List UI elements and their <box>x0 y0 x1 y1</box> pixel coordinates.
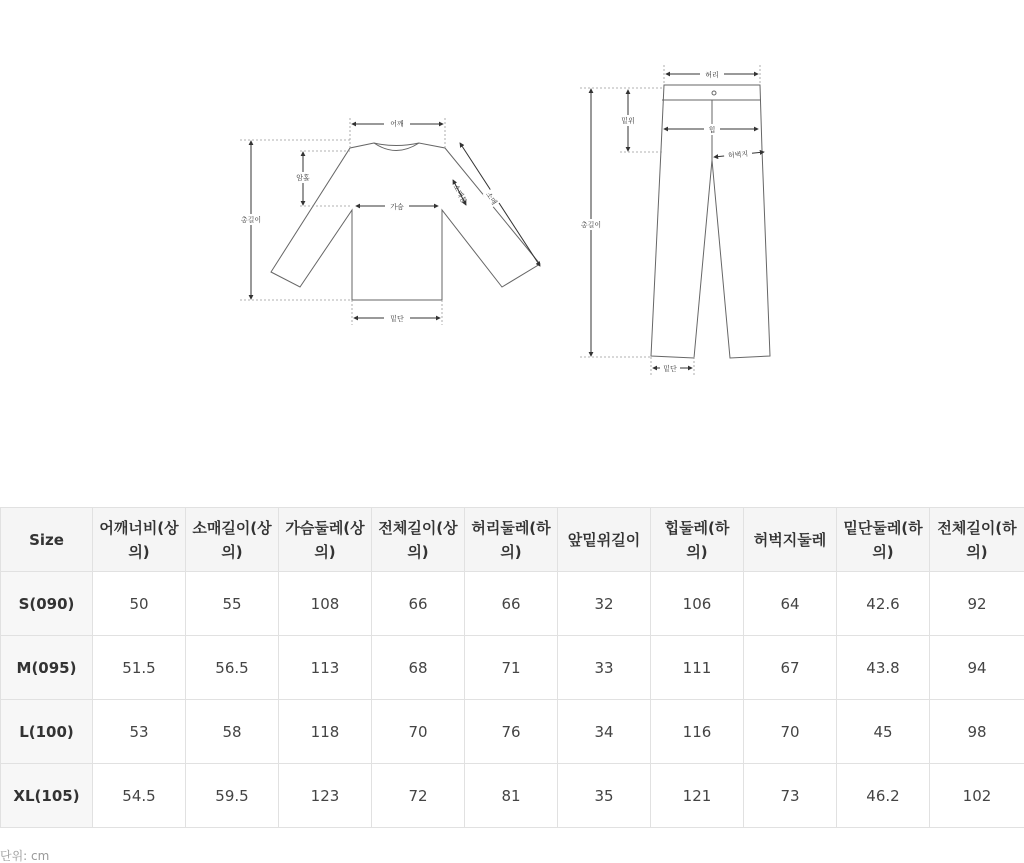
table-row <box>1 636 1024 700</box>
size-table <box>0 507 1024 828</box>
table-cell: 54.5 <box>93 764 186 828</box>
table-cell: 43.8 <box>837 636 930 700</box>
table-cell: 45 <box>837 700 930 764</box>
table-cell: 71 <box>465 636 558 700</box>
unit-note: 단위: cm <box>0 849 50 863</box>
table-cell: 123 <box>279 764 372 828</box>
size-diagram <box>0 0 1024 420</box>
table-cell: 113 <box>279 636 372 700</box>
table-cell: 73 <box>744 764 837 828</box>
table-cell: 35 <box>558 764 651 828</box>
table-header-row <box>1 508 1024 572</box>
table-cell: 51.5 <box>93 636 186 700</box>
table-cell: 33 <box>558 636 651 700</box>
table-cell: 102 <box>930 764 1024 828</box>
header-cell: 허벅지둘레 <box>744 508 837 572</box>
table-cell: 70 <box>372 700 465 764</box>
armhole-label: 암홀 <box>296 174 310 182</box>
table-cell: 66 <box>465 572 558 636</box>
header-cell: Size <box>1 508 93 572</box>
header-cell: 밑단둘레(하의) <box>837 508 930 572</box>
header-cell: 어깨너비(상의) <box>93 508 186 572</box>
table-cell: 32 <box>558 572 651 636</box>
table-cell: 42.6 <box>837 572 930 636</box>
table-cell: 92 <box>930 572 1024 636</box>
rise-label: 밑위 <box>621 117 635 125</box>
table-cell: 59.5 <box>186 764 279 828</box>
table-cell: 70 <box>744 700 837 764</box>
header-cell: 전체길이(하의) <box>930 508 1024 572</box>
bottom-hem-label: 밑단 <box>663 365 677 373</box>
table-row <box>1 764 1024 828</box>
table-cell: 56.5 <box>186 636 279 700</box>
table-cell: 58 <box>186 700 279 764</box>
table-cell: 67 <box>744 636 837 700</box>
table-cell: 50 <box>93 572 186 636</box>
table-cell: 66 <box>372 572 465 636</box>
top-garment <box>271 143 540 300</box>
shoulder-label: 어깨 <box>390 120 404 128</box>
table-cell: 98 <box>930 700 1024 764</box>
table-cell: 106 <box>651 572 744 636</box>
header-cell: 허리둘레(하의) <box>465 508 558 572</box>
chest-label: 가슴 <box>390 203 404 211</box>
table-cell: 46.2 <box>837 764 930 828</box>
table-row <box>1 572 1024 636</box>
top-total-length-label: 총길이 <box>240 216 262 224</box>
table-cell: 55 <box>186 572 279 636</box>
hip-label: 힙 <box>708 126 716 134</box>
sleeve-width-label: 소매통 <box>451 183 469 205</box>
table-cell: 94 <box>930 636 1024 700</box>
sleeve-label: 소매 <box>484 190 499 207</box>
header-cell: 힙둘레(하의) <box>651 508 744 572</box>
table-cell: 116 <box>651 700 744 764</box>
table-cell: 108 <box>279 572 372 636</box>
table-cell: 64 <box>744 572 837 636</box>
header-cell: 전체길이(상의) <box>372 508 465 572</box>
header-cell: 가슴둘레(상의) <box>279 508 372 572</box>
header-cell: 소매길이(상의) <box>186 508 279 572</box>
table-row <box>1 700 1024 764</box>
table-cell: 81 <box>465 764 558 828</box>
table-cell: 53 <box>93 700 186 764</box>
table-cell: 34 <box>558 700 651 764</box>
size-cell: S(090) <box>1 572 93 636</box>
size-cell: M(095) <box>1 636 93 700</box>
thigh-label: 허벅지 <box>727 149 749 161</box>
table-cell: 72 <box>372 764 465 828</box>
table-cell: 118 <box>279 700 372 764</box>
table-cell: 76 <box>465 700 558 764</box>
size-cell: L(100) <box>1 700 93 764</box>
table-cell: 68 <box>372 636 465 700</box>
header-cell: 앞밑위길이 <box>558 508 651 572</box>
garment-illustration <box>0 0 1024 420</box>
bottom-total-length-label: 총길이 <box>580 221 602 229</box>
table-cell: 121 <box>651 764 744 828</box>
size-cell: XL(105) <box>1 764 93 828</box>
top-hem-label: 밑단 <box>390 315 404 323</box>
waist-label: 허리 <box>705 71 719 79</box>
table-cell: 111 <box>651 636 744 700</box>
